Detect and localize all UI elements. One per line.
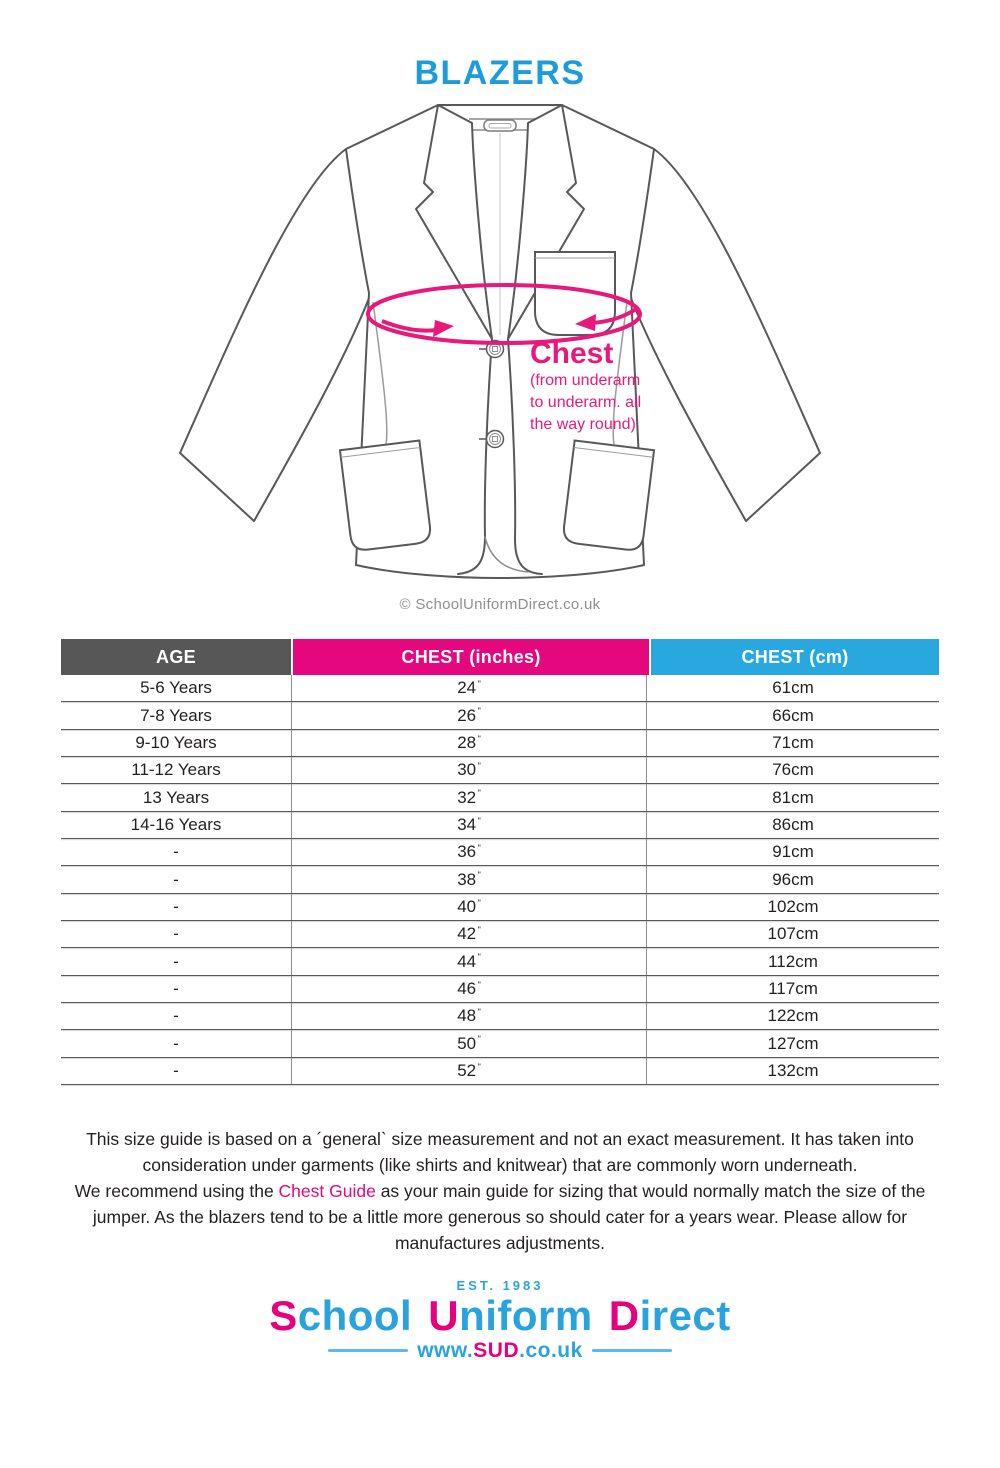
dash-left [328,1349,408,1352]
age-cell: - [173,896,179,916]
patch-pocket-right [562,441,654,552]
chest-inches-cell: 36 " [291,839,647,865]
age-cell: 9-10 Years [135,732,217,752]
age-cell: 5-6 Years [140,678,212,698]
chest-cm-cell: 107cm [767,924,819,944]
chest-inches-cell: 34 " [291,812,647,838]
header-age: AGE [61,639,291,675]
chest-note-line3: the way round) [530,416,636,433]
age-cell: - [173,924,179,944]
chest-inches-cell: 24 " [291,675,647,701]
chest-cm-cell: 117cm [768,978,818,998]
chest-cm-cell: 71cm [772,732,814,752]
chest-cm-cell: 96cm [772,869,814,889]
size-table-header [61,639,939,675]
chest-cm-cell: 86cm [772,814,814,834]
chest-inches-cell: 50 " [291,1030,647,1056]
chest-label: Chest [530,337,614,370]
table-row [61,675,939,702]
age-cell: - [173,951,179,971]
disclaimer-line2 [49,1178,951,1256]
brand-word-school: School [269,1292,413,1340]
disclaimer [49,1126,951,1256]
table-row [61,730,939,757]
chest-cm-cell: 76cm [772,760,814,780]
copyright-text: © SchoolUniformDirect.co.uk [399,596,601,613]
disclaimer-part2-before: We recommend using the [74,1181,279,1202]
dash-right [592,1349,672,1352]
chest-inches-cell: 40 " [291,894,647,920]
table-row [61,784,939,811]
table-row [61,948,939,975]
table-row [61,702,939,729]
age-cell: - [173,1033,179,1053]
age-cell: - [173,1006,179,1026]
table-row [61,757,939,784]
footer-logo [0,1278,1000,1362]
age-cell: - [173,978,179,998]
chest-inches-cell: 28 " [291,730,647,756]
brand-word-uniform: Uniform [428,1292,593,1340]
blazer-drawing [170,97,830,597]
disclaimer-part2-after: as your main guide for sizing that would normally match the size of the jumper. As the blazers tend to be a little more generous so should cater for a years wear. Please allow for manufactures adjustments. [92,1181,926,1254]
table-row [61,812,939,839]
disclaimer-line1: This size guide is based on a ´general` size measurement and not an exact measurement. It has taken into consideration under garments (like shirts and knitwear) that are commonly worn underneath. [86,1129,914,1176]
table-row [61,1030,939,1057]
sud-url[interactable]: www.SUD.co.uk [417,1338,583,1362]
age-cell: - [173,1060,179,1080]
table-row [61,866,939,893]
chest-cm-cell: 132cm [767,1060,819,1080]
header-chest-cm: CHEST (cm) [651,639,939,675]
chest-cm-cell: 127cm [767,1033,819,1053]
blazer-figure [170,97,830,602]
table-row [61,894,939,921]
patch-pocket-left [340,441,432,552]
size-table-body [61,675,939,1086]
chest-cm-cell: 91cm [772,842,814,862]
brand-word-direct: Direct [608,1292,731,1340]
age-cell: 14-16 Years [130,814,222,834]
chest-inches-cell: 48 " [291,1003,647,1029]
chest-note-line2: to underarm. all [530,394,642,411]
chest-note-line1: (from underarm [530,372,641,389]
age-cell: 11-12 Years [131,760,221,780]
chest-cm-cell: 112cm [768,951,818,971]
logo-url-line [0,1339,1000,1363]
chest-cm-cell: 81cm [772,787,814,807]
size-table [61,639,939,1086]
chest-cm-cell: 122cm [767,1006,819,1026]
chest-inches-cell: 46 " [291,976,647,1002]
table-row [61,976,939,1003]
chest-inches-cell: 38 " [291,866,647,892]
table-row [61,839,939,866]
chest-inches-cell: 30 " [291,757,647,783]
logo-brand-text [0,1293,1000,1338]
chest-inches-cell: 52 " [291,1058,647,1084]
logo-est-text: EST. 1983 [456,1278,544,1294]
chest-inches-cell: 44 " [291,948,647,974]
chest-cm-cell: 61cm [772,678,814,698]
chest-cm-cell: 66cm [772,705,814,725]
right-sleeve [629,149,820,521]
age-cell: - [173,869,179,889]
chest-inches-cell: 42 " [291,921,647,947]
chest-inches-cell: 26 " [291,702,647,728]
chest-inches-cell: 32 " [291,784,647,810]
chest-guide-link[interactable]: Chest Guide [278,1181,376,1202]
table-row [61,1058,939,1085]
header-chest-inches: CHEST (inches) [293,639,649,675]
age-cell: 13 Years [142,787,210,807]
table-row [61,921,939,948]
chest-cm-cell: 102cm [767,896,819,916]
table-row [61,1003,939,1030]
age-cell: - [173,842,179,862]
age-cell: 7-8 Years [140,705,212,725]
page-title: BLAZERS [414,54,586,92]
